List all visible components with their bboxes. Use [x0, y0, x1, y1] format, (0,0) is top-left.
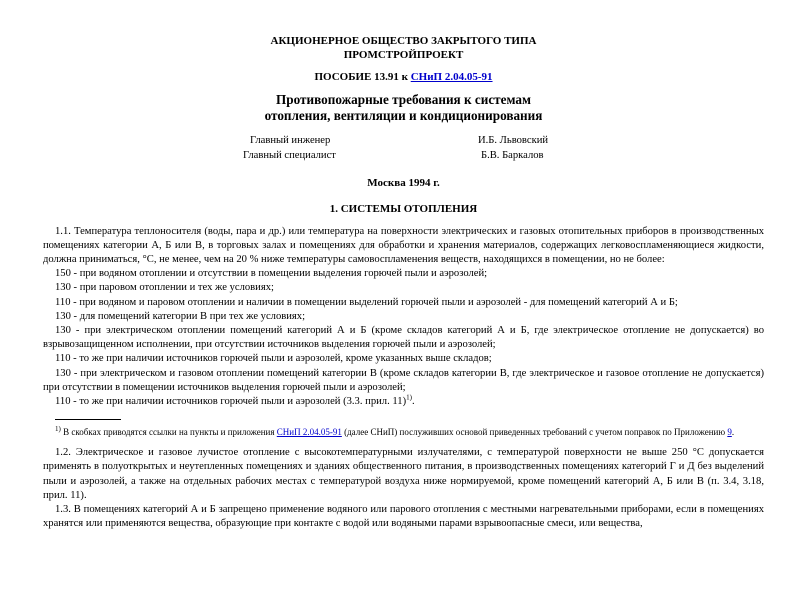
list-item: 110 - то же при наличии источников горючей пыли и аэрозолей, кроме указанных выше складов;	[55, 353, 492, 365]
title-line2: отопления, вентиляции и кондиционирования	[264, 108, 543, 124]
org-name-line1: АКЦИОНЕРНОЕ ОБЩЕСТВО ЗАКРЫТОГО ТИПА	[270, 35, 537, 47]
org-name-line2: ПРОМСТРОЙПРОЕКТ	[343, 49, 464, 61]
title-line1: Противопожарные требования к системам	[276, 92, 531, 108]
footnote-marker: 1)	[406, 393, 412, 402]
section-heading: 1. СИСТЕМЫ ОТОПЛЕНИЯ	[329, 203, 478, 216]
signature-name-chief-specialist: Б.В. Баркалов	[481, 150, 544, 162]
list-item: 130 - для помещений категории В при тех же условиях;	[55, 310, 306, 322]
footnote-snip-link[interactable]: СНиП 2.04.05-91	[276, 427, 342, 438]
footnote-divider	[55, 419, 121, 420]
snip-link[interactable]: СНиП 2.04.05-91	[410, 71, 493, 83]
list-item: 130 - при электрическом и газовом отоплении помещений категории В (кроме складов категории В, где электрическое и газовое отопление не допускается) при отсутствии в помещении источников выделения горючей пыли и аэрозолей;	[43, 367, 764, 393]
footnote-appendix-link[interactable]: 9	[727, 427, 732, 438]
list-item: 110 - при водяном и паровом отоплении и наличии в помещении выделений горючей пыли и аэрозолей - для помещений категорий А и Б;	[55, 296, 678, 308]
footnote-text-end: .	[731, 427, 735, 438]
list-item-last: 110 - то же при наличии источников горючей пыли и аэрозолей (3.3. прил. 11)$^{1)}$.	[55, 393, 415, 408]
manual-prefix: ПОСОБИЕ 13.91 к	[314, 71, 411, 83]
signature-role-chief-engineer: Главный инженер	[250, 135, 331, 147]
paragraph-1-3: 1.3. В помещениях категорий А и Б запрещено применение водяного или парового отопления с местными нагревательными приборами, если в помещениях хранятся или применяются вещества, образующие при контакте с водой или водяными парами взрывоопасные смеси, или вещества,	[43, 504, 764, 530]
signature-role-chief-specialist: Главный специалист	[243, 150, 336, 162]
last-item-text: 110 - то же при наличии источников горючей пыли и аэрозолей (3.3. прил. 11)	[55, 396, 407, 408]
footnote-text-start: В скобках приводятся ссылки на пункты и приложения	[60, 427, 277, 438]
document-title	[43, 92, 764, 124]
paragraph-1-2: 1.2. Электрическое и газовое лучистое отопление с высокотемпературными излучателями, с температурой поверхности не выше 250 °С допускается применять в полуоткрытых и неутепленных помещениях и зданиях общественного питания, в производственных помещениях категорий Г и Д без выделений пыли и аэрозолей, а также на отдельных рабочих местах с температурой воздуха ниже нормируемой, кроме помещений категорий А, Б или В (п. 3.4, 3.18, прил. 11).	[43, 447, 764, 501]
manual-designation	[43, 70, 764, 84]
signatures-block	[43, 134, 764, 164]
paragraph-1-1: 1.1. Температура теплоносителя (воды, пара и др.) или температура на поверхности электрических и газовых отопительных приборов в производственных помещениях категории А, Б или В, в торговых залах и помещениях для обработки и хранения материалов, содержащих легковоспламеняющиеся жидкости, должна приниматься, °С, не менее, чем на 20 % ниже температуры самовоспламенения веществ, находящихся в помещении, но не более:	[43, 225, 764, 266]
footnote-text-middle: (далее СНиП) послуживших основой приведенных требований с учетом поправок по Приложению	[341, 427, 728, 438]
document-page	[0, 34, 807, 605]
footnote-number: 1)	[55, 425, 61, 434]
signature-name-chief-engineer: И.Б. Львовский	[478, 135, 549, 147]
city-year: Москва 1994 г.	[367, 177, 440, 190]
footnote	[43, 426, 764, 438]
list-item: 130 - при электрическом отоплении помещений категорий А и Б (кроме складов категорий А и Б, где электрическое отопление не допускается) во взрывозащищенном исполнении, при отсутствии источников выделения горючей пыли и аэрозолей;	[43, 325, 764, 351]
list-item: 130 - при паровом отоплении и тех же условиях;	[55, 282, 274, 294]
list-item: 150 - при водяном отоплении и отсутствии в помещении выделения горючей пыли и аэрозолей;	[55, 268, 488, 280]
organization-header	[43, 34, 764, 62]
